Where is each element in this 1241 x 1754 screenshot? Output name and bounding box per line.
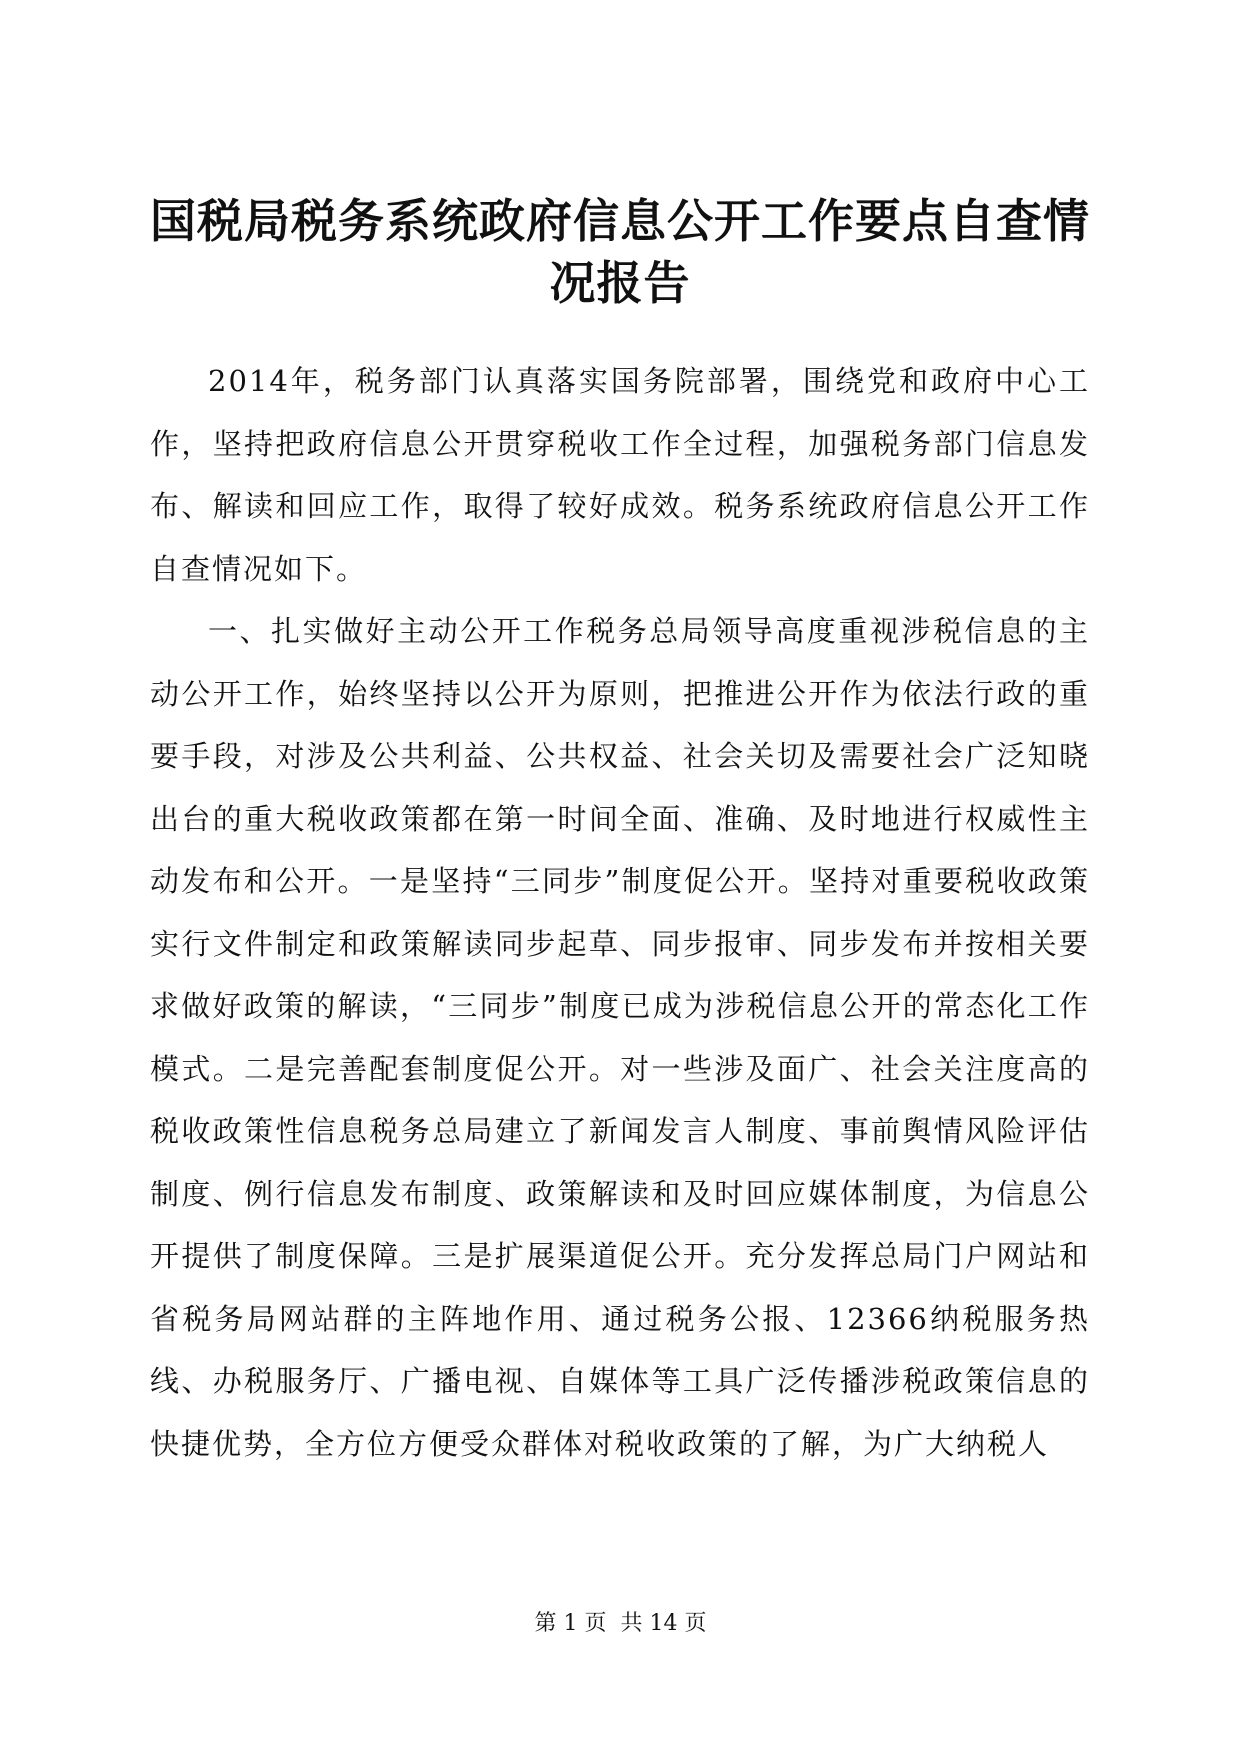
paragraph-section-1: 一、扎实做好主动公开工作税务总局领导高度重视涉税信息的主动公开工作，始终坚持以公开为原则，把推进公开作为依法行政的重要手段，对涉及公共利益、公共权益、社会关切及需要社会广泛知晓出台的重大税收政策都在第一时间全面、准确、及时地进行权威性主动发布和公开。一是坚持“三同步”制度促公开。坚持对重要税收政策实行文件制定和政策解读同步起草、同步报审、同步发布并按相关要求做好政策的解读，“三同步”制度已成为涉税信息公开的常态化工作模式。二是完善配套制度促公开。对一些涉及面广、社会关注度高的税收政策性信息税务总局建立了新闻发言人制度、事前舆情风险评估制度、例行信息发布制度、政策解读和及时回应媒体制度，为信息公开提供了制度保障。三是扩展渠道促公开。充分发挥总局门户网站和省税务局网站群的主阵地作用、通过税务公报、12366纳税服务热线、办税服务厅、广播电视、自媒体等工具广泛传播涉税政策信息的快捷优势，全方位方便受众群体对税收政策的了解，为广大纳税人 <box>150 614 1090 1461</box>
page-footer <box>0 1606 1241 1637</box>
paragraph-intro: 2014年，税务部门认真落实国务院部署，围绕党和政府中心工作，坚持把政府信息公开贯穿税收工作全过程，加强税务部门信息发布、解读和回应工作，取得了较好成效。税务系统政府信息公开工作自查情况如下。 <box>150 364 1090 586</box>
document-title: 国税局税务系统政府信息公开工作要点自查情况报告 <box>150 194 1090 310</box>
document-body <box>150 350 1090 1475</box>
page-number-label: 第 1 页 共 14 页 <box>534 1611 707 1636</box>
